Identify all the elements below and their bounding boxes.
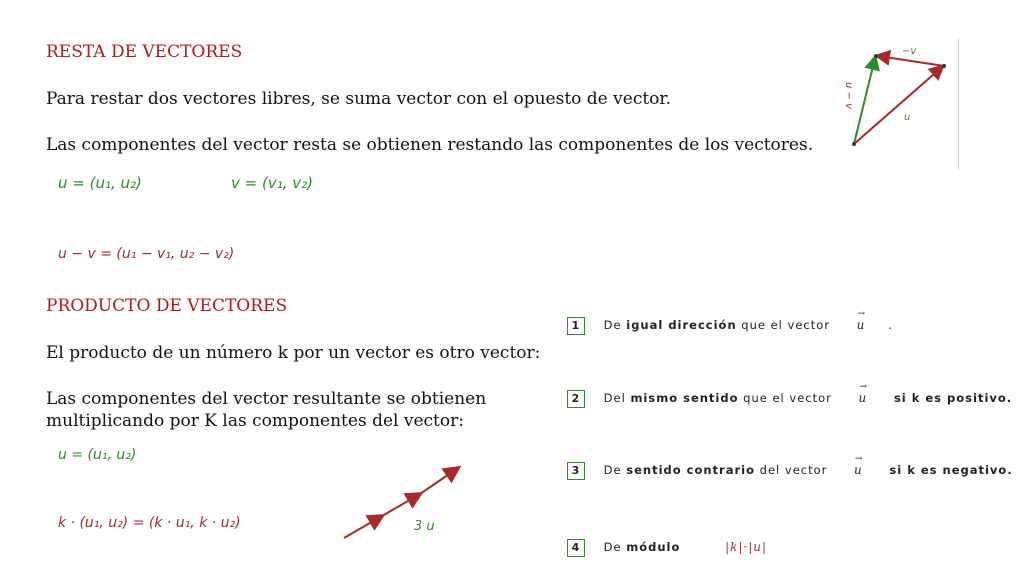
property-number-4: 4 <box>567 539 585 557</box>
label-3u: 3 u <box>414 519 435 534</box>
label-u: u <box>904 112 911 123</box>
producto-formula-u: u = (u₁, u₂) <box>58 447 137 463</box>
property-1: 1 De igual dirección que el vector → u . <box>567 317 893 335</box>
scalar-multiplication-diagram <box>338 460 468 545</box>
formula-u: u = (u₁, u₂) <box>58 174 142 192</box>
module-formula: |k|·|u| <box>725 540 768 554</box>
producto-paragraph-2b: multiplicando por K las componentes del vector: <box>46 411 464 431</box>
vector-u-minus-v-line <box>854 58 875 144</box>
formula-v: v = (v₁, v₂) <box>231 174 314 192</box>
producto-paragraph-2a: Las componentes del vector resultante se obtienen <box>46 389 487 409</box>
label-neg-v: −v <box>902 46 917 57</box>
formula-difference: u − v = (u₁ − v₁, u₂ − v₂) <box>58 246 235 262</box>
label-u-minus-v: u − v <box>843 82 854 109</box>
property-2: 2 Del mismo sentido que el vector → u si k es positivo. <box>567 390 1012 408</box>
property-number-3: 3 <box>567 462 585 480</box>
property-4: 4 De módulo |k|·|u| <box>567 539 767 557</box>
property-number-2: 2 <box>567 390 585 408</box>
property-3: 3 De sentido contrario del vector → u si k es negativo. <box>567 462 1013 480</box>
producto-paragraph-1: El producto de un número k por un vector es otro vector: <box>46 343 541 363</box>
resta-paragraph-1: Para restar dos vectores libres, se suma vector con el opuesto de vector. <box>46 89 672 109</box>
segment-3 <box>420 468 458 494</box>
segment-2 <box>382 494 420 516</box>
vector-u-symbol: → u <box>858 382 869 405</box>
resta-paragraph-2: Las componentes del vector resta se obtienen restando las componentes de los vectores. <box>46 135 814 155</box>
producto-formula-k: k · (u₁, u₂) = (k · u₁, k · u₂) <box>58 515 241 531</box>
resta-title: RESTA DE VECTORES <box>46 42 243 62</box>
vector-u-symbol: → u <box>856 309 867 332</box>
vector-u-line <box>854 67 942 144</box>
property-number-1: 1 <box>567 317 585 335</box>
producto-title: PRODUCTO DE VECTORES <box>46 296 288 316</box>
vector-neg-v-line <box>878 56 944 66</box>
segment-1 <box>344 516 382 538</box>
subtraction-diagram <box>830 38 958 158</box>
divider <box>958 38 959 170</box>
vector-u-symbol: → u <box>854 454 864 477</box>
